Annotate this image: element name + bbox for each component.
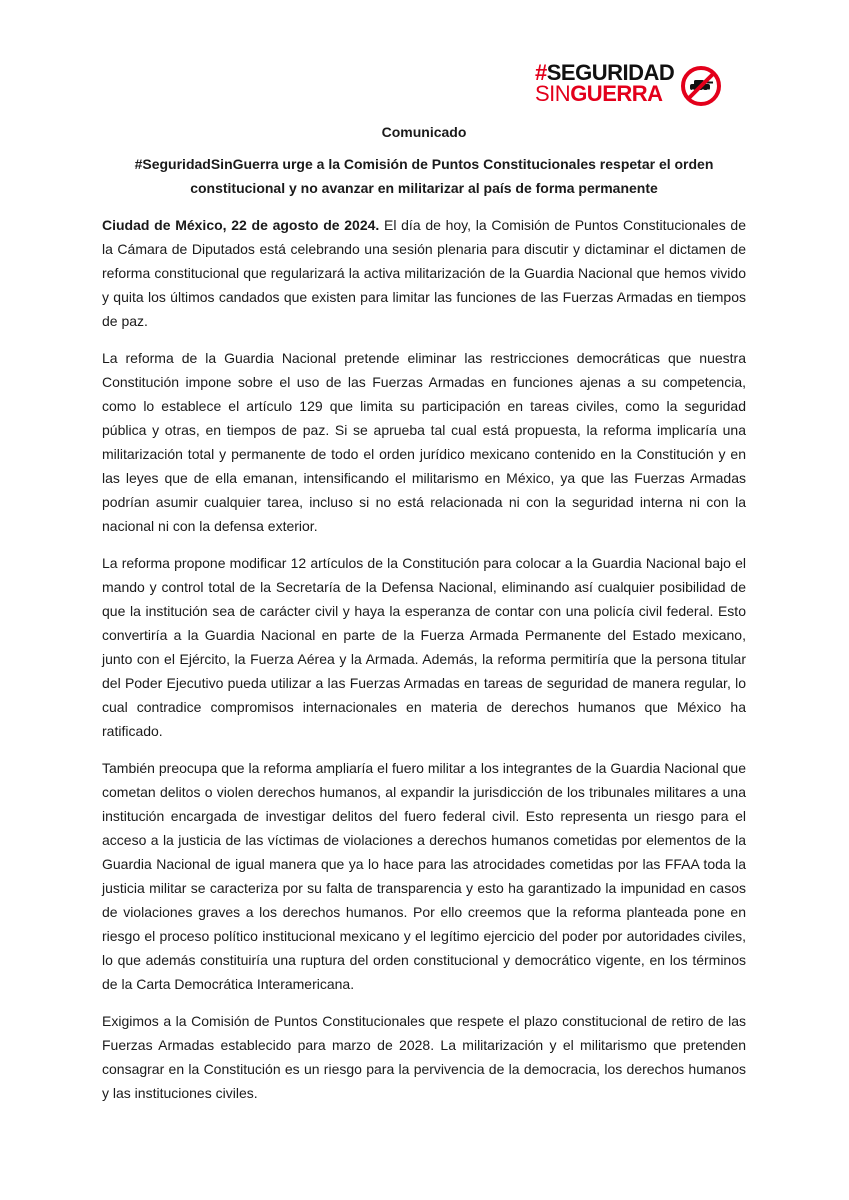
paragraph-2: La reforma de la Guardia Nacional pretende eliminar las restricciones democráticas que nuestra Constitución impone sobre el uso de las Fuerzas Armadas en funciones ajenas a su competencia, como lo establece el artículo 129 que limita su participación en tareas civiles, como la seguridad pública y otras, en tiempos de paz. Si se aprueba tal cual está propuesta, la reforma implicaría una militarización total y permanente de todo el orden jurídico mexicano contenido en la Constitución y en las leyes que de ella emanan, intensificando el militarismo en México, ya que las Fuerzas Armadas podrían asumir cualquier tarea, incluso si no está relacionada ni con la seguridad interna ni con la nacional ni con la defensa exterior. bbox=[102, 350, 746, 534]
no-tank-icon bbox=[679, 64, 723, 108]
seguridad-sin-guerra-logo bbox=[535, 60, 725, 112]
logo-wordmark-bottom bbox=[535, 83, 663, 105]
document-headline: #SeguridadSinGuerra urge a la Comisión de Puntos Constitucionales respetar el orden constitucional y no avanzar en militarizar al país de forma permanente bbox=[134, 156, 714, 196]
logo-sin-text: SIN bbox=[535, 81, 571, 106]
paragraph-3: La reforma propone modificar 12 artículos de la Constitución para colocar a la Guardia Nacional bajo el mando y control total de la Secretaría de la Defensa Nacional, eliminando así cualquier posibilidad de que la institución sea de carácter civil y haya la esperanza de contar con una policía civil federal. Esto convertiría a la Guardia Nacional en parte de la Fuerza Armada Permanente del Estado mexicano, junto con el Ejército, la Fuerza Aérea y la Armada. Además, la reforma permitiría que la persona titular del Poder Ejecutivo pueda utilizar a las Fuerzas Armadas en tareas de seguridad de manera regular, lo cual contradice compromisos internacionales en materia de derechos humanos que México ha ratificado. bbox=[102, 555, 746, 739]
logo-hash: # bbox=[535, 60, 547, 85]
document-title: Comunicado bbox=[381, 124, 467, 140]
logo-seguridad-text: SEGURIDAD bbox=[546, 60, 675, 85]
dateline: Ciudad de México, 22 de agosto de 2024. bbox=[102, 217, 380, 233]
press-release-body bbox=[102, 120, 746, 1118]
paragraph-1 bbox=[102, 213, 746, 333]
paragraph-5: Exigimos a la Comisión de Puntos Constitucionales que respete el plazo constitucional de retiro de las Fuerzas Armadas establecido para marzo de 2028. La militarización y el militarismo que pretenden consagrar en la Constitución es un riesgo para la pervivencia de la democracia, los derechos humanos y las instituciones civiles. bbox=[102, 1013, 746, 1101]
paragraph-4: También preocupa que la reforma ampliaría el fuero militar a los integrantes de la Guardia Nacional que cometan delitos o violen derechos humanos, al expandir la jurisdicción de los tribunales militares a una institución encargada de investigar delitos del fuero federal civil. Esto representa un riesgo para el acceso a la justicia de las víctimas de violaciones a derechos humanos cometidas por elementos de la Guardia Nacional de igual manera que ya lo hace para las atrocidades cometidas por las FFAA toda la justicia militar se caracteriza por su falta de transparencia y esto ha garantizado la impunidad en casos de violaciones graves a los derechos humanos. Por ello creemos que la reforma planteada pone en riesgo el proceso político institucional mexicano y el legítimo ejercicio del poder por autoridades civiles, lo que además constituiría una ruptura del orden constitucional y democrático vigente, en los términos de la Carta Democrática Interamericana. bbox=[102, 760, 746, 992]
logo-guerra-text: GUERRA bbox=[570, 81, 663, 106]
paragraph-1-text: El día de hoy, la Comisión de Puntos Constitucionales de la Cámara de Diputados está celebrando una sesión plenaria para discutir y dictaminar el dictamen de reforma constitucional que regularizará la activa militarización de la Guardia Nacional que hemos vivido y quita los últimos candados que existen para limitar las funciones de las Fuerzas Armadas en tiempos de paz. bbox=[102, 217, 746, 329]
